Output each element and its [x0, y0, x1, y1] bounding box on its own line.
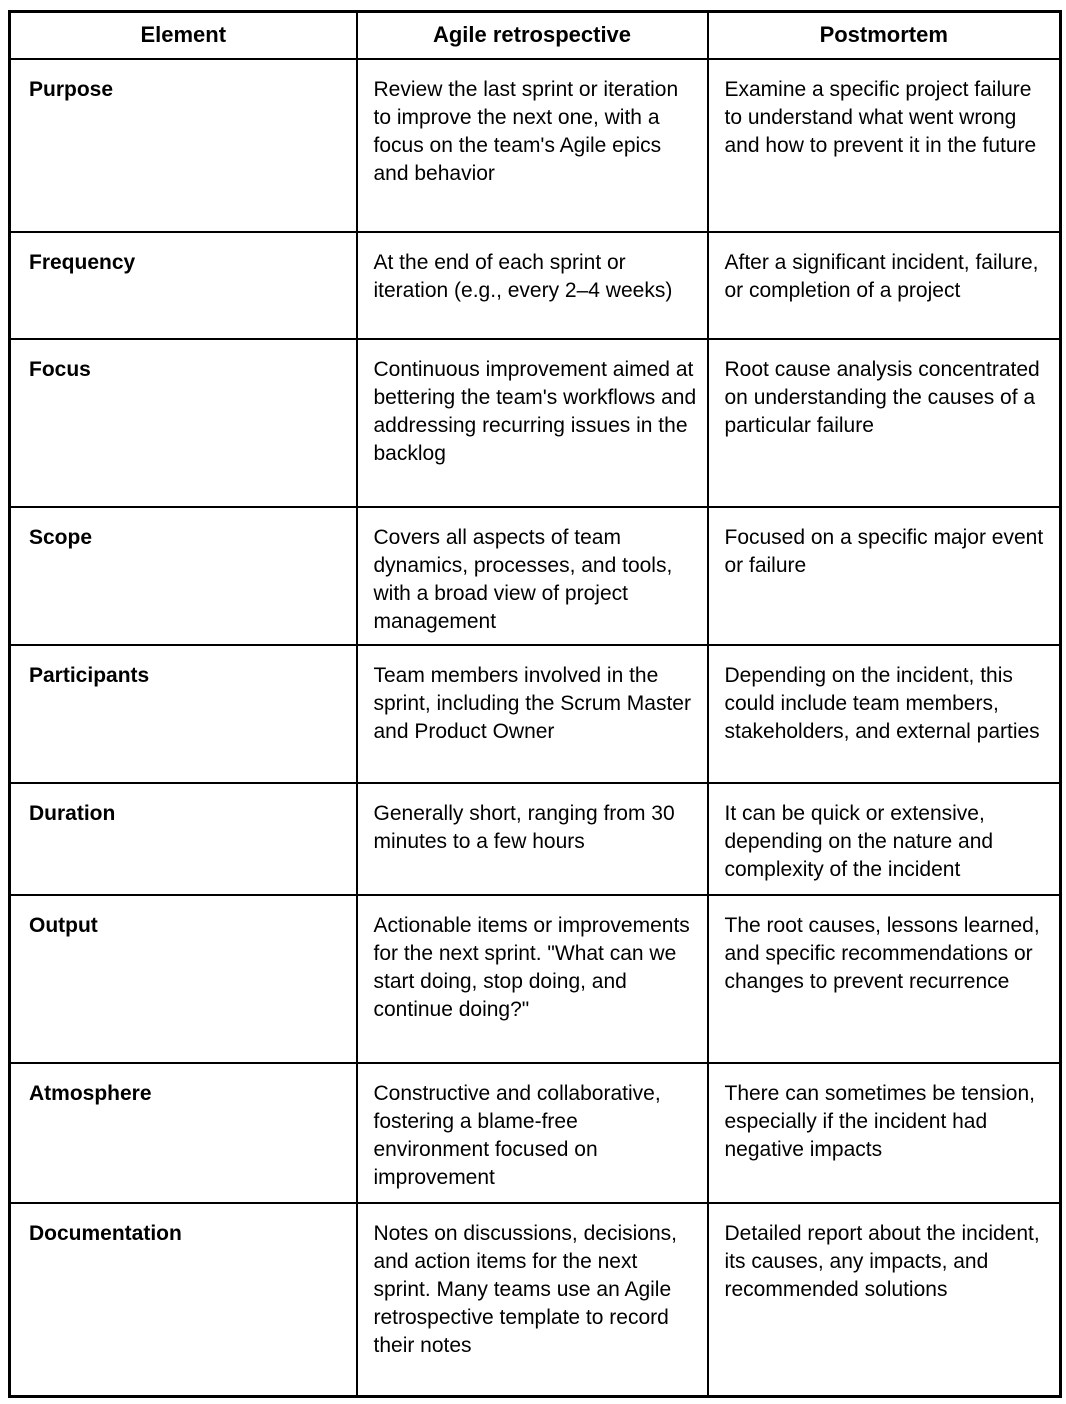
row-label: Scope: [10, 507, 357, 645]
postmortem-cell: Depending on the incident, this could include team members, stakeholders, and external parties: [708, 645, 1061, 783]
agile-cell: Generally short, ranging from 30 minutes to a few hours: [357, 783, 708, 895]
row-label: Documentation: [10, 1203, 357, 1397]
postmortem-cell: Focused on a specific major event or failure: [708, 507, 1061, 645]
postmortem-cell: After a significant incident, failure, or completion of a project: [708, 232, 1061, 339]
comparison-table: [8, 10, 1062, 1398]
postmortem-cell: Examine a specific project failure to understand what went wrong and how to prevent it in the future: [708, 59, 1061, 232]
row-label: Output: [10, 895, 357, 1063]
agile-cell: Continuous improvement aimed at bettering the team's workflows and addressing recurring issues in the backlog: [357, 339, 708, 507]
postmortem-cell: It can be quick or extensive, depending on the nature and complexity of the incident: [708, 783, 1061, 895]
table-row-duration: [10, 783, 1061, 895]
row-label: Frequency: [10, 232, 357, 339]
table-row-documentation: [10, 1203, 1061, 1397]
agile-cell: Actionable items or improvements for the next sprint. "What can we start doing, stop doing, and continue doing?": [357, 895, 708, 1063]
agile-cell: Notes on discussions, decisions, and action items for the next sprint. Many teams use an Agile retrospective template to record their notes: [357, 1203, 708, 1397]
row-label: Purpose: [10, 59, 357, 232]
table-row-focus: [10, 339, 1061, 507]
postmortem-cell: The root causes, lessons learned, and specific recommendations or changes to prevent recurrence: [708, 895, 1061, 1063]
column-header-postmortem: Postmortem: [708, 12, 1061, 59]
table-row-scope: [10, 507, 1061, 645]
table-row-frequency: [10, 232, 1061, 339]
table-row-atmosphere: [10, 1063, 1061, 1203]
agile-cell: Team members involved in the sprint, including the Scrum Master and Product Owner: [357, 645, 708, 783]
row-label: Duration: [10, 783, 357, 895]
postmortem-cell: Detailed report about the incident, its causes, any impacts, and recommended solutions: [708, 1203, 1061, 1397]
agile-cell: At the end of each sprint or iteration (e.g., every 2–4 weeks): [357, 232, 708, 339]
header-row: [10, 12, 1061, 59]
postmortem-cell: Root cause analysis concentrated on understanding the causes of a particular failure: [708, 339, 1061, 507]
column-header-agile-retrospective: Agile retrospective: [357, 12, 708, 59]
table-row-output: [10, 895, 1061, 1063]
row-label: Participants: [10, 645, 357, 783]
column-header-element: Element: [10, 12, 357, 59]
row-label: Atmosphere: [10, 1063, 357, 1203]
agile-cell: Constructive and collaborative, fostering a blame-free environment focused on improvement: [357, 1063, 708, 1203]
table-row-purpose: [10, 59, 1061, 232]
agile-cell: Review the last sprint or iteration to improve the next one, with a focus on the team's Agile epics and behavior: [357, 59, 708, 232]
row-label: Focus: [10, 339, 357, 507]
postmortem-cell: There can sometimes be tension, especially if the incident had negative impacts: [708, 1063, 1061, 1203]
table-row-participants: [10, 645, 1061, 783]
agile-cell: Covers all aspects of team dynamics, processes, and tools, with a broad view of project management: [357, 507, 708, 645]
